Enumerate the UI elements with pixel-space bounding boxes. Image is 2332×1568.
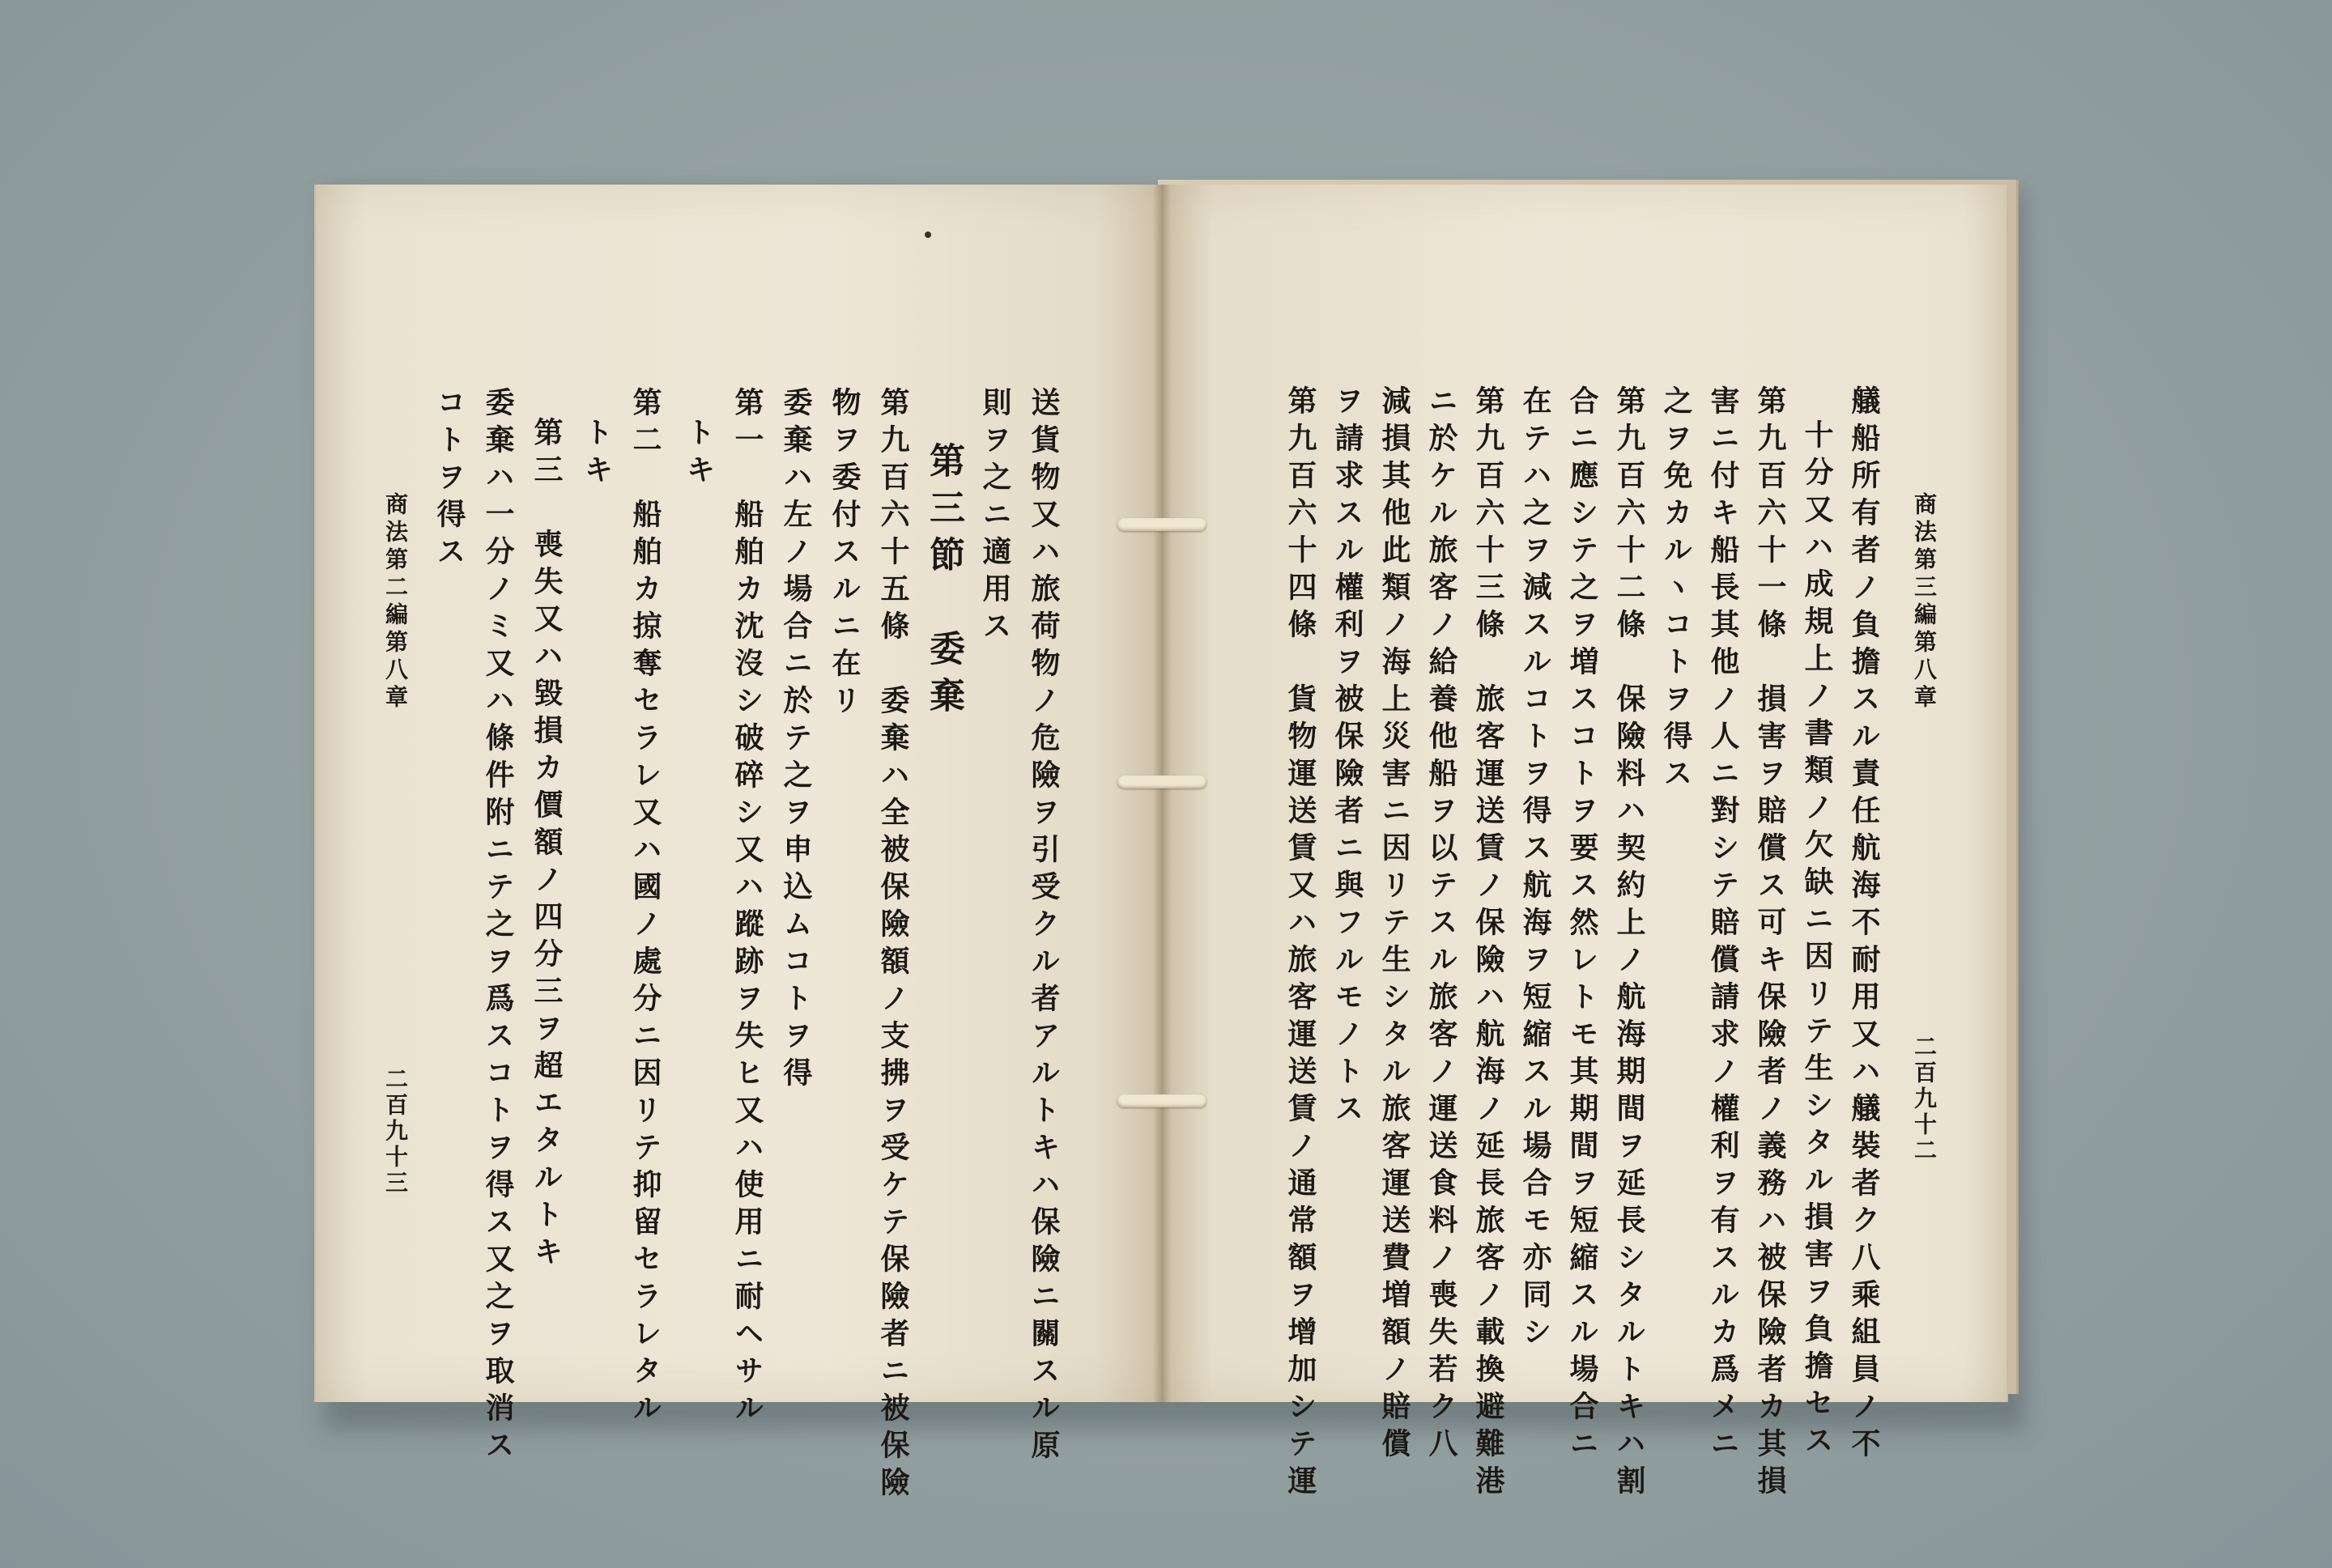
page-number: 二百九十二 xyxy=(1911,1035,1938,1164)
text-column: 第三 喪失又ハ毀損カ價額ノ四分三ヲ超エタルトキ xyxy=(530,417,564,1273)
text-column: 第一 船舶カ沈沒シ破碎シ又ハ蹤跡ヲ失ヒ又ハ使用ニ耐ヘサル xyxy=(730,387,764,1430)
running-head-show-through: 商法第三編第八章 xyxy=(1911,492,1938,712)
text-column: 第九百六十一條 損害ヲ賠償ス可キ保險者ノ義務ハ被保險者カ其損 xyxy=(1753,385,1787,1502)
text-column: 第九百六十五條 委棄ハ全被保險額ノ支拂ヲ受ケテ保險者ニ被保險 xyxy=(876,387,910,1504)
text-column: 物ヲ委付スルニ在リ xyxy=(828,387,862,722)
text-column: 第二 船舶カ掠奪セラレ又ハ國ノ處分ニ因リテ抑留セラレタル xyxy=(628,387,662,1430)
text-column: 十分又ハ成規上ノ書類ノ欠缺ニ因リテ生シタル損害ヲ負擔セス xyxy=(1800,419,1834,1462)
text-column: 害ニ付キ船長其他ノ人ニ對シテ賠償請求ノ權利ヲ有スルカ爲メニ xyxy=(1706,385,1740,1465)
text-column: 之ヲ免カルヽコトヲ得ス xyxy=(1659,385,1693,795)
text-column: トキ xyxy=(580,417,614,491)
ink-speck xyxy=(925,232,931,238)
binding-stitch xyxy=(1117,776,1206,788)
text-column: 則ヲ之ニ適用ス xyxy=(978,387,1012,648)
text-column: トキ xyxy=(682,417,716,491)
text-column: 艤船所有者ノ負擔スル責任航海不耐用又ハ艤裝者ク八乘組員ノ不 xyxy=(1847,385,1881,1465)
running-head: 商法第二編第八章 xyxy=(382,492,409,712)
left-page xyxy=(314,185,1163,1504)
text-column: コトヲ得ス xyxy=(432,387,466,573)
text-column: 委棄ハ左ノ場合ニ於テ之ヲ申込ムコトヲ得 xyxy=(779,387,813,1094)
text-column: 第九百六十二條 保險料ハ契約上ノ航海期間ヲ延長シタルトキハ割 xyxy=(1612,385,1646,1502)
binding-stitch xyxy=(1117,1094,1206,1107)
text-column: 委棄ハ一分ノミ又ハ條件附ニテ之ヲ爲スコトヲ得ス又之ヲ取消ス xyxy=(481,387,515,1467)
binding-stitch xyxy=(1117,518,1206,531)
text-column: 合ニ應シテ之ヲ増スコトヲ要ス然レトモ其期間ヲ短縮スル場合ニ xyxy=(1565,385,1599,1465)
text-column: 減損其他此類ノ海上災害ニ因リテ生シタル旅客運送費増額ノ賠償 xyxy=(1377,385,1411,1465)
right-page xyxy=(1161,185,2008,1502)
text-column: ヲ請求スル權利ヲ被保險者ニ與フルモノトス xyxy=(1330,385,1364,1130)
text-column: 送貨物又ハ旅荷物ノ危險ヲ引受クル者アルトキハ保險ニ關スル原 xyxy=(1027,387,1061,1467)
text-column: 在テハ之ヲ減スルコトヲ得ス航海ヲ短縮スル場合モ亦同シ xyxy=(1518,385,1552,1353)
text-column: 第九百六十三條 旅客運送賃ノ保險ハ航海ノ延長旅客ノ載換避難港 xyxy=(1471,385,1505,1502)
text-column: ニ於ケル旅客ノ給養他船ヲ以テスル旅客ノ運送食料ノ喪失若ク八 xyxy=(1424,385,1458,1465)
text-column: 第九百六十四條 貨物運送賃又ハ旅客運送賃ノ通常額ヲ增加シテ運 xyxy=(1283,385,1317,1502)
page-number: 二百九十三 xyxy=(382,1067,409,1196)
section-heading: 第三節 委棄 xyxy=(923,442,964,724)
book-gutter xyxy=(1153,185,1171,1402)
